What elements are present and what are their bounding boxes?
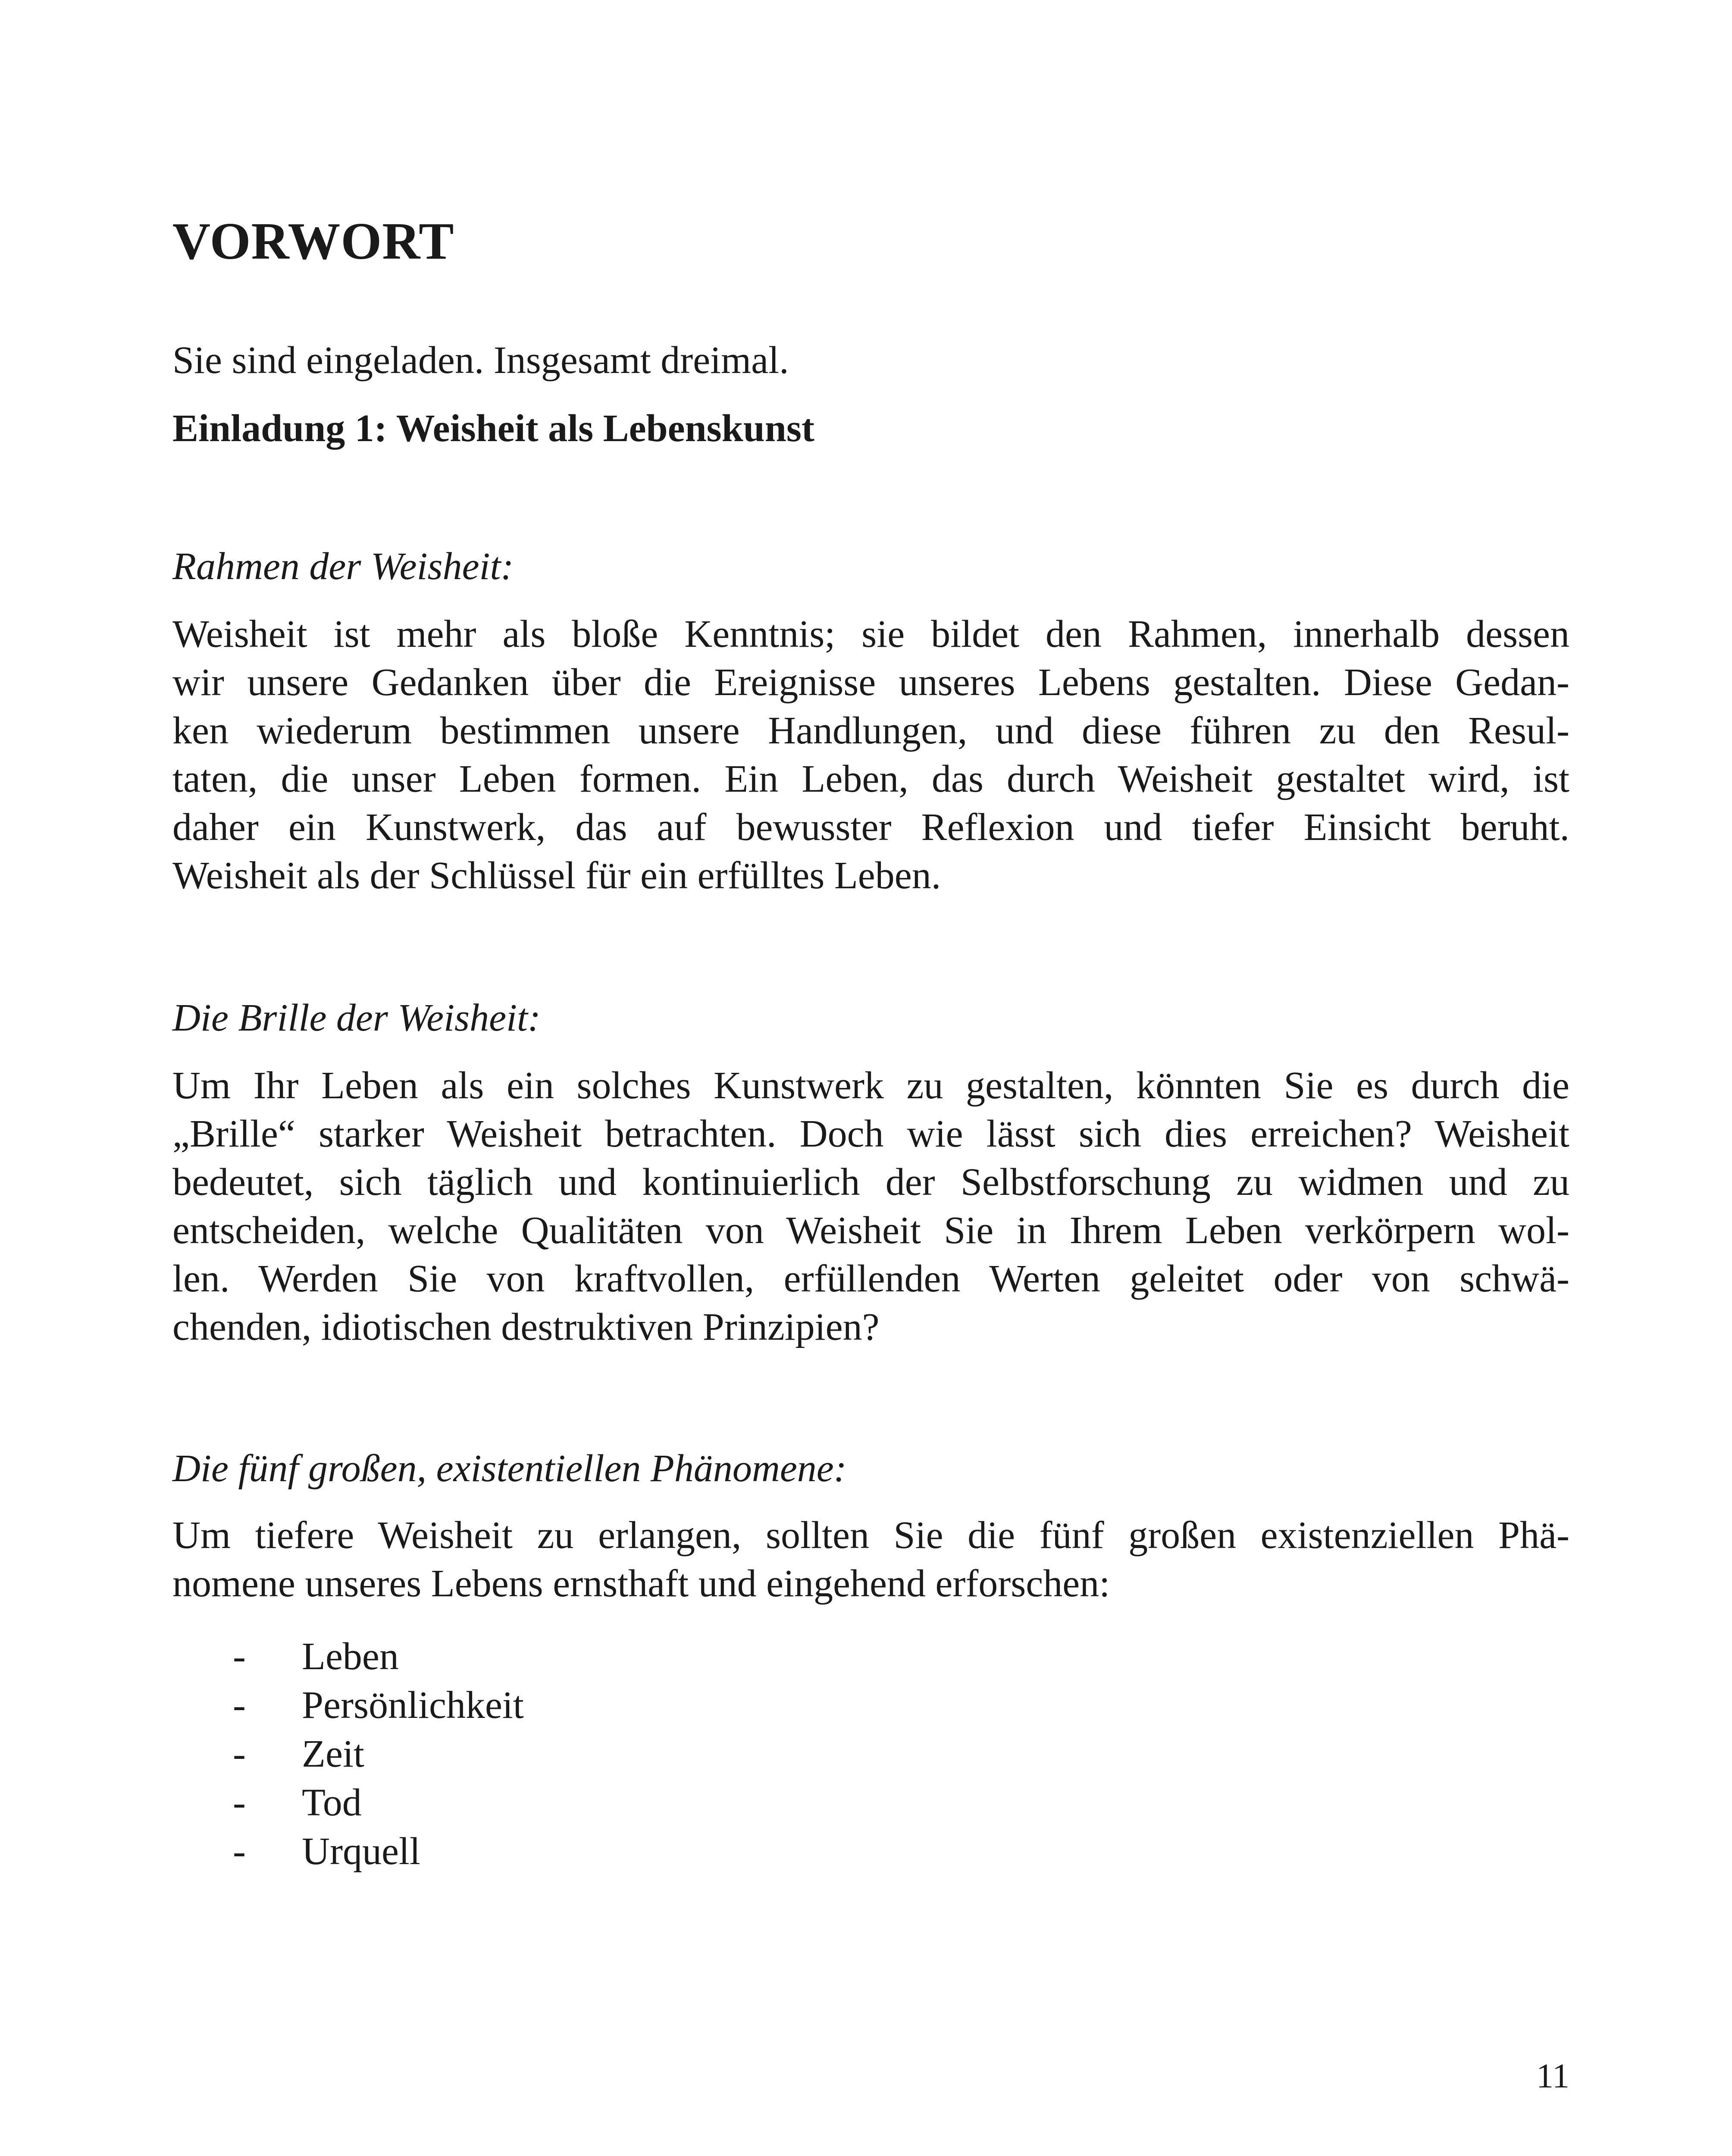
list-item (233, 1778, 524, 1827)
paragraph-line: len. Werden Sie von kraftvollen, erfüllenden Werten geleitet oder von schwä- (172, 1257, 1569, 1300)
list-dash: - (233, 1830, 246, 1873)
paragraph-line: Um tiefere Weisheit zu erlangen, sollten Sie die fünf großen existenziellen Phä- (172, 1514, 1569, 1557)
intro-text: Sie sind eingeladen. Insgesamt dreimal. (172, 339, 789, 382)
paragraph-line: entscheiden, welche Qualitäten von Weisheit Sie in Ihrem Leben verkörpern wol- (172, 1209, 1569, 1252)
section-heading-phaenomene: Die fünf großen, existentiellen Phänomene: (172, 1447, 847, 1490)
list-dash: - (233, 1781, 246, 1824)
section-heading-rahmen: Rahmen der Weisheit: (172, 545, 514, 588)
paragraph-line: ken wiederum bestimmen unsere Handlungen, und diese führen zu den Resul- (172, 709, 1569, 752)
chapter-title: VORWORT (172, 212, 454, 270)
invitation-heading: Einladung 1: Weisheit als Lebenskunst (172, 407, 814, 450)
paragraph-line: nomene unseres Lebens ernsthaft und eingehend erforschen: (172, 1562, 1110, 1605)
paragraph-line: Weisheit ist mehr als bloße Kenntnis; sie bildet den Rahmen, innerhalb dessen (172, 613, 1569, 655)
list-item-label: Zeit (302, 1733, 364, 1775)
paragraph-line: Weisheit als der Schlüssel für ein erfülltes Leben. (172, 854, 941, 897)
paragraph-line: daher ein Kunstwerk, das auf bewusster Reflexion und tiefer Einsicht beruht. (172, 806, 1569, 849)
list-item (233, 1730, 524, 1778)
list-item-label: Urquell (302, 1830, 420, 1873)
list-dash: - (233, 1635, 246, 1678)
paragraph-line: bedeutet, sich täglich und kontinuierlich der Selbstforschung zu widmen und zu (172, 1161, 1569, 1203)
paragraph-line: taten, die unser Leben formen. Ein Leben, das durch Weisheit gestaltet wird, ist (172, 758, 1569, 800)
paragraph-line: wir unsere Gedanken über die Ereignisse unseres Lebens gestalten. Diese Gedan- (172, 661, 1569, 704)
paragraph-phaenomene (172, 1511, 1569, 1608)
paragraph-line: „Brille“ starker Weisheit betrachten. Doch wie lässt sich dies erreichen? Weisheit (172, 1112, 1569, 1155)
list-item-label: Tod (302, 1781, 362, 1824)
list-item-label: Leben (302, 1635, 399, 1678)
phenomena-list (233, 1632, 524, 1876)
paragraph-line: Um Ihr Leben als ein solches Kunstwerk zu gestalten, könnten Sie es durch die (172, 1064, 1569, 1107)
list-dash: - (233, 1733, 246, 1775)
list-item (233, 1827, 524, 1876)
paragraph-brille (172, 1062, 1569, 1351)
paragraph-line: chenden, idiotischen destruktiven Prinzipien? (172, 1306, 880, 1348)
list-dash: - (233, 1684, 246, 1727)
section-heading-brille: Die Brille der Weisheit: (172, 997, 541, 1039)
list-item (233, 1632, 524, 1681)
page-number: 11 (1536, 2057, 1569, 2095)
list-item-label: Persönlichkeit (302, 1684, 524, 1727)
list-item (233, 1681, 524, 1730)
paragraph-rahmen (172, 610, 1569, 900)
